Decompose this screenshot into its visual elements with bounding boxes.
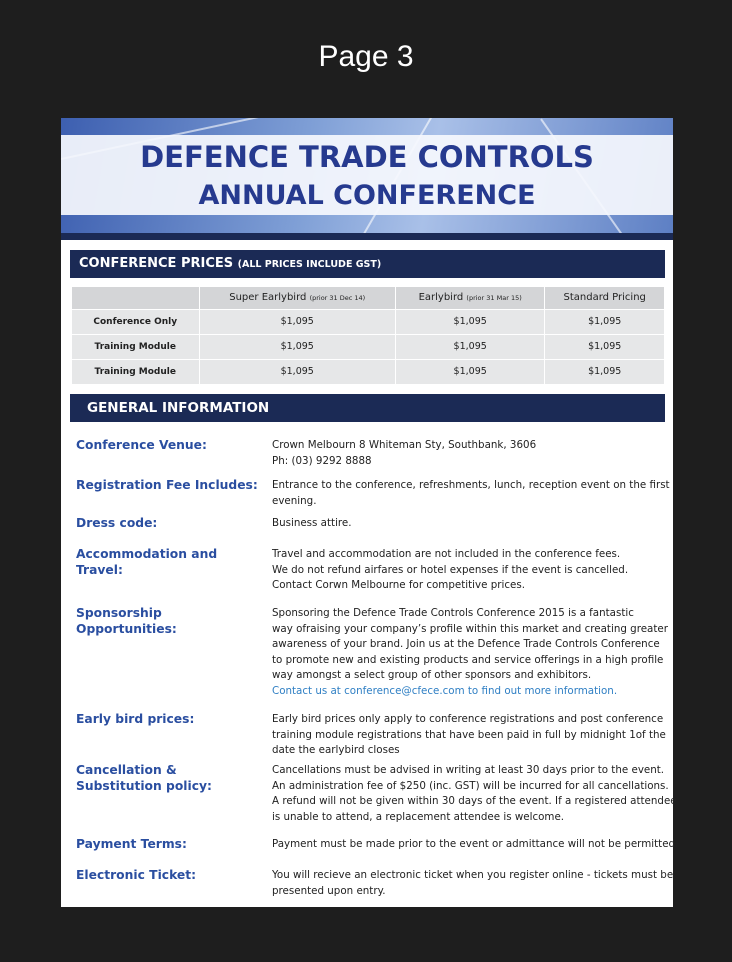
table-row: Training Module $1,095 $1,095 $1,095 bbox=[72, 334, 665, 359]
prices-table bbox=[72, 287, 665, 385]
info-label: Cancellation & Substitution policy: bbox=[76, 763, 212, 793]
info-line: An administration fee of $250 (inc. GST) will be incurred for all cancellations. bbox=[272, 779, 669, 792]
info-line: You will recieve an electronic ticket when you register online - tickets must be bbox=[272, 869, 674, 881]
table-row: Training Module $1,095 $1,095 $1,095 bbox=[72, 359, 665, 384]
info-line: Entrance to the conference, refreshments, lunch, reception event on the first bbox=[272, 479, 670, 491]
info-line: date the earlybird closes bbox=[272, 744, 400, 757]
info-line: Payment must be made prior to the event or admittance will not be permitted. bbox=[272, 838, 679, 850]
document-page bbox=[61, 118, 679, 907]
info-line: Business attire. bbox=[272, 517, 352, 529]
info-line: awareness of your brand. Join us at the Defence Trade Controls Conference bbox=[272, 638, 660, 651]
info-value bbox=[272, 547, 671, 594]
info-row bbox=[76, 478, 671, 509]
info-line: to promote new and existing products and service offerings in a high profile bbox=[272, 653, 664, 666]
info-label: Sponsorship Opportunities: bbox=[76, 606, 177, 636]
info-line: is unable to attend, a replacement attendee is welcome. bbox=[272, 810, 565, 823]
info-row bbox=[76, 868, 674, 899]
info-label: Dress code: bbox=[76, 516, 158, 530]
banner bbox=[61, 118, 673, 240]
info-line: evening. bbox=[272, 494, 317, 507]
banner-subtitle: ANNUAL CONFERENCE bbox=[198, 180, 536, 211]
contact-link[interactable]: Contact us at conference@cfece.com to find out more information. bbox=[272, 684, 618, 697]
info-line: Travel and accommodation are not included in the conference fees. bbox=[272, 548, 621, 560]
info-value bbox=[272, 516, 671, 532]
info-value bbox=[272, 868, 674, 899]
table-row: Conference Only $1,095 $1,095 $1,095 bbox=[72, 309, 665, 334]
info-row bbox=[76, 606, 671, 700]
info-line: Crown Melbourn 8 Whiteman Sty, Southbank, 3606 bbox=[272, 439, 537, 451]
info-label: Payment Terms: bbox=[76, 837, 187, 851]
banner-title: DEFENCE TRADE CONTROLS bbox=[140, 140, 594, 174]
info-line: training module registrations that have been paid in full by midnight 1of the bbox=[272, 728, 666, 741]
info-line: Cancellations must be advised in writing at least 30 days prior to the event. bbox=[272, 764, 665, 776]
info-label: Early bird prices: bbox=[76, 712, 195, 726]
page-label: Page 3 bbox=[318, 40, 414, 73]
prices-heading: CONFERENCE PRICES (ALL PRICES INCLUDE GST) bbox=[70, 250, 665, 278]
info-value bbox=[272, 712, 671, 759]
info-row bbox=[76, 438, 671, 469]
info-line: A refund will not be given within 30 days of the event. If a registered attendee bbox=[272, 795, 677, 808]
info-row bbox=[76, 837, 679, 853]
info-label: Registration Fee Includes: bbox=[76, 478, 258, 492]
info-label: Conference Venue: bbox=[76, 438, 207, 452]
info-value bbox=[272, 763, 677, 825]
info-line: Early bird prices only apply to conference registrations and post conference bbox=[272, 713, 664, 725]
info-line: way ofraising your company’s profile within this market and creating greater bbox=[272, 622, 668, 635]
info-label: Electronic Ticket: bbox=[76, 868, 197, 882]
info-line: presented upon entry. bbox=[272, 884, 386, 897]
column-header: Super Earlybird (prior 31 Dec 14) bbox=[199, 287, 395, 309]
info-row bbox=[76, 712, 671, 759]
info-value bbox=[272, 606, 671, 700]
info-value bbox=[272, 478, 671, 509]
info-line: We do not refund airfares or hotel expenses if the event is cancelled. bbox=[272, 563, 629, 576]
info-line: Contact Corwn Melbourne for competitive prices. bbox=[272, 579, 525, 592]
info-row bbox=[76, 763, 677, 825]
info-value bbox=[272, 438, 671, 469]
info-line: Sponsoring the Defence Trade Controls Conference 2015 is a fantastic bbox=[272, 607, 634, 619]
info-line: Ph: (03) 9292 8888 bbox=[272, 454, 372, 467]
column-header: Earlybird (prior 31 Mar 15) bbox=[395, 287, 544, 309]
general-info-heading: GENERAL INFORMATION bbox=[70, 394, 665, 422]
info-row bbox=[76, 547, 671, 594]
table-header-row bbox=[72, 287, 665, 309]
info-row bbox=[76, 516, 671, 532]
column-header: Standard Pricing bbox=[545, 287, 665, 309]
info-value bbox=[272, 837, 679, 853]
info-line: way amongst a select group of other sponsors and exhibitors. bbox=[272, 669, 592, 682]
info-label: Accommodation and Travel: bbox=[76, 547, 218, 577]
